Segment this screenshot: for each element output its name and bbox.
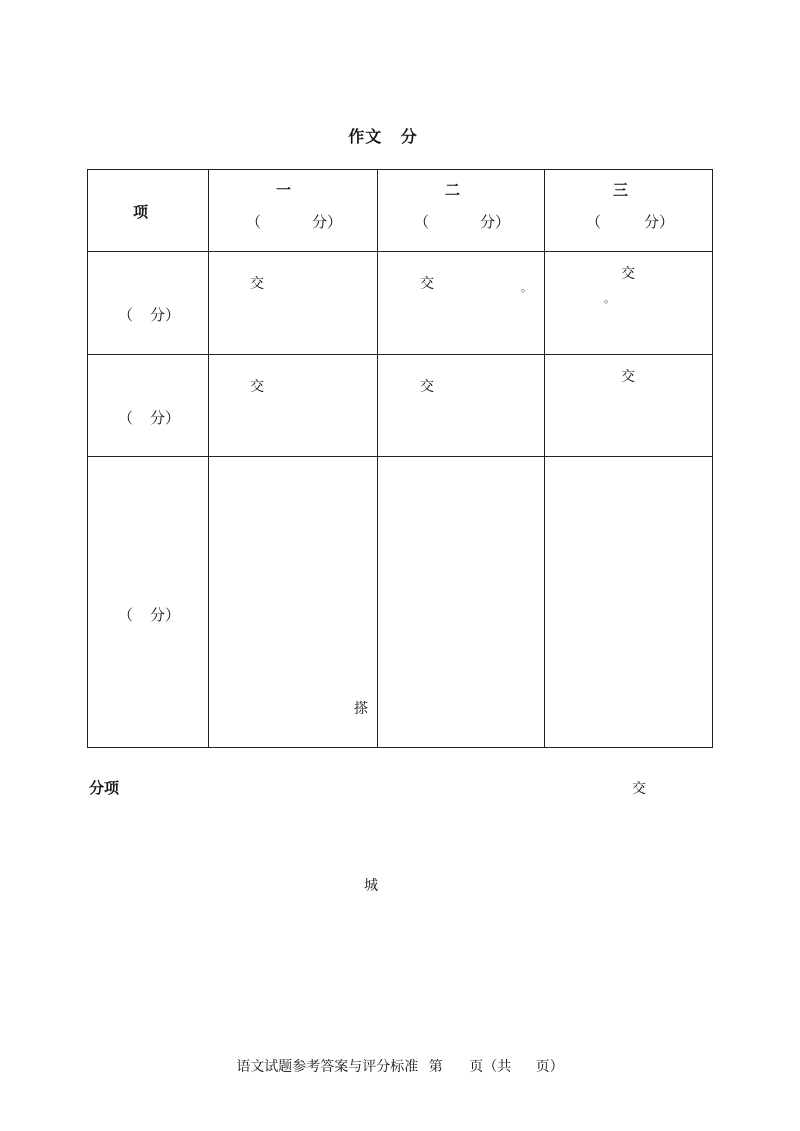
title-part2: 分 <box>400 127 418 146</box>
row-3-label-open: （ <box>118 606 134 624</box>
table-border-bottom <box>87 747 713 748</box>
table-border-left <box>87 169 88 748</box>
column-header-3-close: 分） <box>644 213 675 231</box>
row-2-label-open: （ <box>118 409 134 427</box>
column-header-2-open: （ <box>414 213 430 231</box>
row-1-label-open: （ <box>118 306 134 324</box>
page-footer <box>0 1056 800 1076</box>
footer-page-of: 页（共 <box>469 1059 512 1075</box>
table-border-top <box>87 169 713 170</box>
row-3-label-close: 分） <box>150 606 181 624</box>
row-3-cell-1: 搽 <box>354 701 368 717</box>
column-header-1-open: （ <box>246 213 262 231</box>
table-col-divider-2 <box>377 169 378 748</box>
column-header-3-label: 三 <box>613 181 629 199</box>
below-right-text: 交 <box>632 781 646 797</box>
row-1-cell-2-mark: 。 <box>521 281 532 294</box>
table-row-divider-2 <box>87 354 713 355</box>
row-1-cell-3: 交 <box>621 266 635 282</box>
row-1-label-close: 分） <box>150 306 181 324</box>
column-header-1-close: 分） <box>312 213 343 231</box>
column-header-2-label: 二 <box>445 181 461 199</box>
table-corner-label: 项 <box>133 203 149 221</box>
title-part1: 作文 <box>348 127 383 146</box>
row-2-label-close: 分） <box>150 409 181 427</box>
column-header-1-label: 一 <box>276 181 292 199</box>
row-2-cell-1: 交 <box>250 379 264 395</box>
section-label: 分项 <box>89 779 120 797</box>
column-header-2-close: 分） <box>480 213 511 231</box>
row-1-cell-3-mark: 。 <box>604 292 615 305</box>
row-2-cell-2: 交 <box>420 379 434 395</box>
table-col-divider-3 <box>544 169 545 748</box>
table-col-divider-1 <box>208 169 209 748</box>
row-1-cell-2: 交 <box>420 276 434 292</box>
page-title <box>0 124 766 147</box>
footer-title: 语文试题参考答案与评分标准 <box>236 1059 419 1075</box>
footer-page-total: 页） <box>535 1059 564 1075</box>
table-border-right <box>712 169 713 748</box>
table-row-divider-3 <box>87 456 713 457</box>
row-2-cell-3: 交 <box>621 369 635 385</box>
table-row-divider-1 <box>87 251 713 252</box>
column-header-3-open: （ <box>586 213 602 231</box>
below-center-text: 城 <box>364 878 378 894</box>
footer-page-label: 第 <box>428 1059 443 1075</box>
scoring-table <box>87 169 713 748</box>
row-1-cell-1: 交 <box>250 276 264 292</box>
